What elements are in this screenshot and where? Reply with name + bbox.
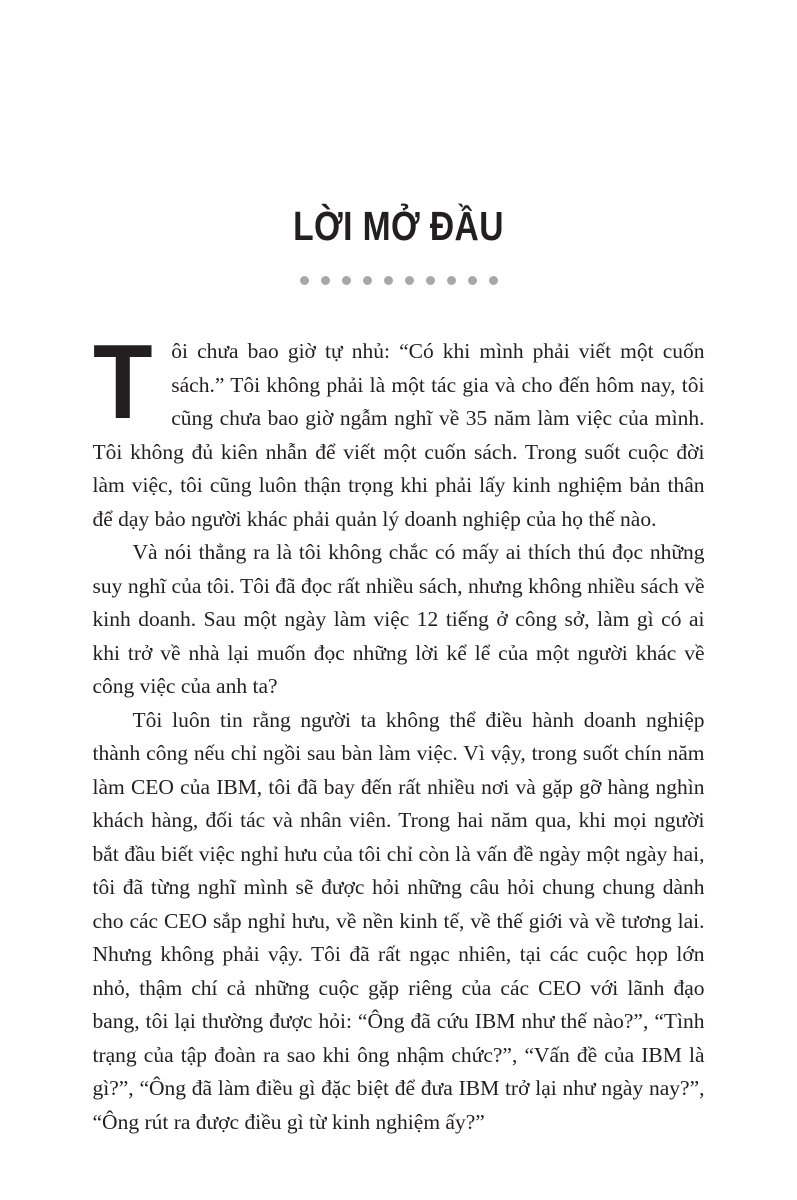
paragraph-1-text: ôi chưa bao giờ tự nhủ: “Có khi mình phải viết một cuốn sách.” Tôi không phải là một tác gia và cho đến hôm nay, tôi cũng chưa bao giờ ngẫm nghĩ về 35 năm làm việc của mình. Tôi không đủ kiên nhẫn để viết một cuốn sách. Trong suốt cuộc đời làm việc, tôi cũng luôn thận trọng khi phải lấy kinh nghiệm bản thân để dạy bảo người khác phải quản lý doanh nghiệp của họ thế nào. xyxy=(92,339,705,531)
separator-dots xyxy=(0,276,797,285)
separator-dot xyxy=(468,276,477,285)
separator-dot xyxy=(426,276,435,285)
separator-dot xyxy=(489,276,498,285)
separator-dot xyxy=(321,276,330,285)
page-title: LỜI MỞ ĐẦU xyxy=(293,203,504,249)
drop-cap: T xyxy=(92,323,153,441)
paragraph-2: Và nói thẳng ra là tôi không chắc có mấy ai thích thú đọc những suy nghĩ của tôi. Tôi đã đọc rất nhiều sách, nhưng không nhiều sách về kinh doanh. Sau một ngày làm việc 12 tiếng ở công sở, làm gì có ai khi trở về nhà lại muốn đọc những lời kể lể của một người khác về công việc của anh ta? xyxy=(92,540,705,698)
body-text xyxy=(92,323,705,1139)
paragraph-1 xyxy=(92,323,705,536)
separator-dot xyxy=(363,276,372,285)
separator-dot xyxy=(342,276,351,285)
separator-dot xyxy=(447,276,456,285)
separator-dot xyxy=(300,276,309,285)
separator-dot xyxy=(405,276,414,285)
separator-dot xyxy=(384,276,393,285)
paragraph-3: Tôi luôn tin rằng người ta không thể điều hành doanh nghiệp thành công nếu chỉ ngồi sau bàn làm việc. Vì vậy, trong suốt chín năm làm CEO của IBM, tôi đã bay đến rất nhiều nơi và gặp gỡ hàng nghìn khách hàng, đối tác và nhân viên. Trong hai năm qua, khi mọi người bắt đầu biết việc nghỉ hưu của tôi chỉ còn là vấn đề ngày một ngày hai, tôi đã từng nghĩ mình sẽ được hỏi những câu hỏi chung chung dành cho các CEO sắp nghỉ hưu, về nền kinh tế, về thế giới và về tương lai. Nhưng không phải vậy. Tôi đã rất ngạc nhiên, tại các cuộc họp lớn nhỏ, thậm chí cả những cuộc gặp riêng của các CEO với lãnh đạo bang, tôi lại thường được hỏi: “Ông đã cứu IBM như thế nào?”, “Tình trạng của tập đoàn ra sao khi ông nhậm chức?”, “Vấn đề của IBM là gì?”, “Ông đã làm điều gì đặc biệt để đưa IBM trở lại như ngày nay?”, “Ông rút ra được điều gì từ kinh nghiệm ấy?” xyxy=(92,707,705,1134)
